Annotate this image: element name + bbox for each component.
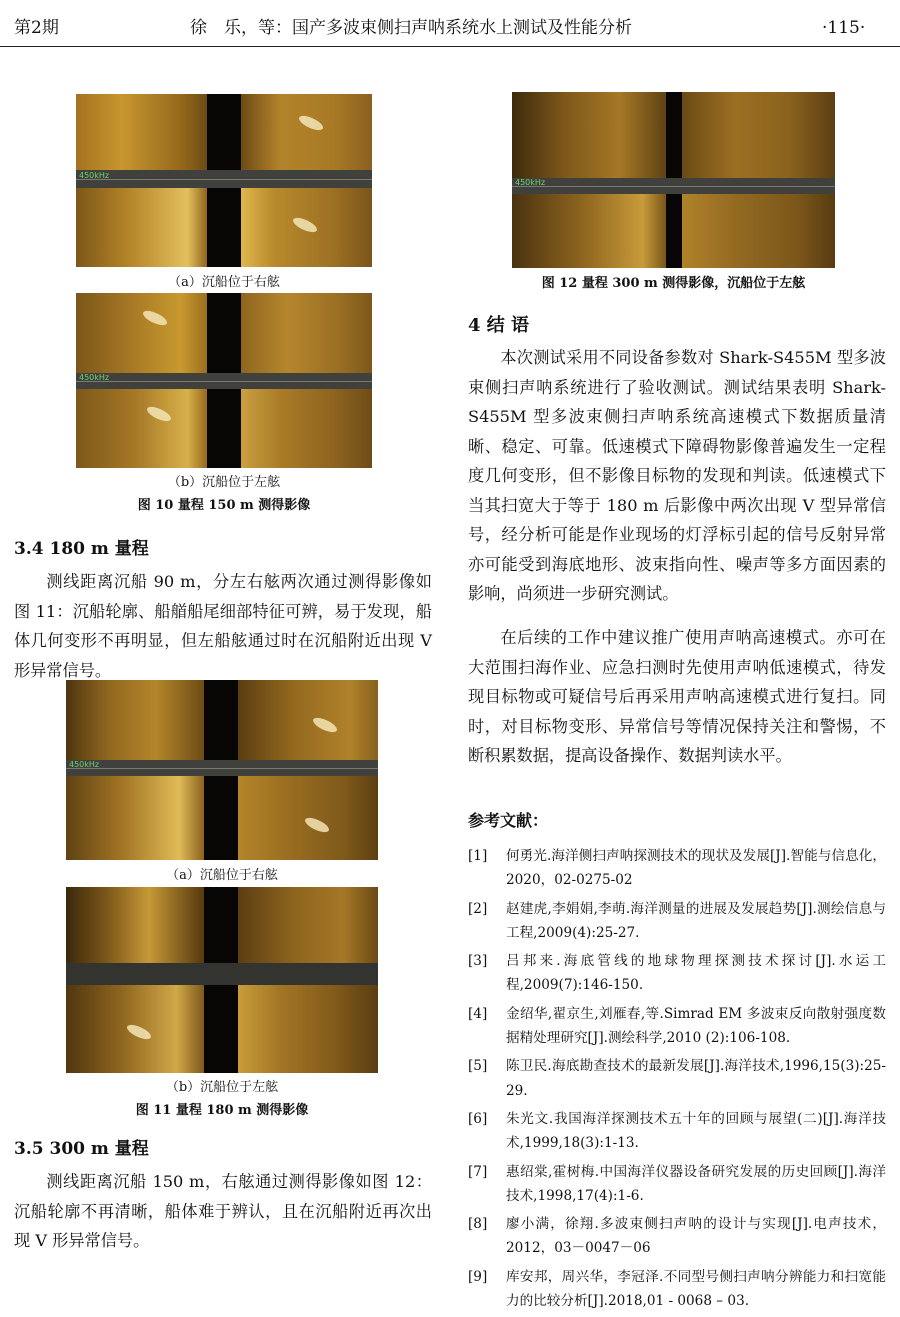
- section-4-heading: 4 结 语: [468, 315, 530, 336]
- figure-11b-subcaption: （b）沉船位于左舷: [165, 1080, 279, 1095]
- reference-item: [3] 吕邦来.海底管线的地球物理探测技术探讨[J].水运工程,2009(7):146-150.: [468, 953, 886, 994]
- reference-item: [6] 朱光文.我国海洋探测技术五十年的回顾与展望(二)[J].海洋技术,1999,18(3):1-13.: [468, 1110, 886, 1152]
- figure-12-caption: 图 12 量程 300 m 测得影像，沉船位于左舷: [541, 276, 806, 291]
- figure-11a-subcaption: （a）沉船位于右舷: [166, 868, 278, 883]
- section-3-4-body: 测线距离沉船 90 m，分左右舷两次通过测得影像如图 11：沉船轮廓、船艏船尾细部特征可辨，易于发现，船体几何变形不再明显，但左船舷通过时在沉船附近出现 V 形异常信号。: [14, 572, 432, 680]
- reference-item: [5] 陈卫民.海底勘查技术的最新发展[J].海洋技术,1996,15(3):25-29.: [468, 1058, 886, 1099]
- figure-11b-sonar-image: [66, 887, 378, 1073]
- header-rule: [0, 46, 900, 47]
- figure-10-caption: 图 10 量程 150 m 测得影像: [137, 498, 311, 513]
- conclusion-paragraph-2: 在后续的工作中建议推广使用声呐高速模式。亦可在大范围扫海作业、应急扫测时先使用声呐低速模式，待发现目标物或可疑信号后再采用声呐高速模式进行复扫。同时，对目标物变形、异常信号等情况保持关注和警惕，不断积累数据，提高设备操作、数据判读水平。: [468, 628, 886, 765]
- reference-item: [2] 赵建虎,李娟娟,李萌.海洋测量的进展及发展趋势[J].测绘信息与工程,2009(4):25-27.: [468, 900, 886, 941]
- frequency-label: 450kHz: [515, 178, 546, 187]
- running-title: 徐 乐，等：国产多波束侧扫声呐系统水上测试及性能分析: [190, 18, 632, 38]
- figure-10b-subcaption: （b）沉船位于左舷: [167, 475, 281, 490]
- section-3-5-body: 测线距离沉船 150 m，右舷通过测得影像如图 12：沉船轮廓不再清晰，船体难于辨认，且在沉船附近再次出现 V 形异常信号。: [14, 1172, 432, 1250]
- section-3-5-heading: 3.5 300 m 量程: [14, 1139, 149, 1159]
- references-heading: 参考文献：: [468, 811, 549, 830]
- conclusion-paragraph-1: 本次测试采用不同设备参数对 Shark-S455M 型多波束侧扫声呐系统进行了验收测试。测试结果表明 Shark-S455M 型多波束侧扫声呐系统高速模式下数据质量清晰、稳定、可靠。低速模式下障碍物影像普遍发生一定程度几何变形，但不影像目标物的发现和判读。低速模式下当其扫宽大于等于 180 m 后影像中两次出现 V 型异常信号，经分析可能是作业现场的灯浮标引起的信号反射异常亦可能受到海底地形、波束指向性、噪声等多方面因素的影响，尚须进一步研究测试。: [468, 348, 886, 603]
- frequency-label: 450kHz: [69, 760, 100, 769]
- reference-item: [7] 惠绍棠,霍树梅.中国海洋仪器设备研究发展的历史回顾[J].海洋技术,1998,17(4):1-6.: [468, 1163, 886, 1204]
- reference-item: [4] 金绍华,翟京生,刘雁春,等.Simrad EM 多波束反向散射强度数据精处理研究[J].测绘科学,2010 (2):106-108.: [468, 1005, 886, 1047]
- figure-11a-sonar-image: [66, 680, 378, 860]
- reference-item: [1] 何勇光.海洋侧扫声呐探测技术的现状及发展[J].智能与信息化，2020，02-0275-02: [468, 848, 886, 889]
- figure-10b-sonar-image: [76, 293, 372, 468]
- figure-10a-sonar-image: [76, 94, 372, 267]
- frequency-label: 450kHz: [79, 373, 110, 382]
- reference-item: [9] 库安邦，周兴华，李冠泽.不同型号侧扫声呐分辨能力和扫宽能力的比较分析[J].2018,01 - 0068 – 03.: [468, 1268, 886, 1310]
- reference-item: [8] 廖小满，徐翔.多波束侧扫声呐的设计与实现[J].电声技术，2012，03－0047－06: [468, 1216, 886, 1257]
- figure-10a-subcaption: （a）沉船位于右舷: [168, 275, 280, 290]
- frequency-label: 450kHz: [79, 171, 110, 180]
- figure-12-sonar-image: [512, 92, 835, 268]
- issue-number: 第2期: [14, 18, 59, 38]
- page-number: ·115·: [822, 18, 866, 38]
- reference-list: [468, 844, 886, 1317]
- viewer-toolbar: [66, 963, 378, 985]
- figure-11-caption: 图 11 量程 180 m 测得影像: [135, 1103, 309, 1118]
- section-3-4-heading: 3.4 180 m 量程: [14, 539, 149, 559]
